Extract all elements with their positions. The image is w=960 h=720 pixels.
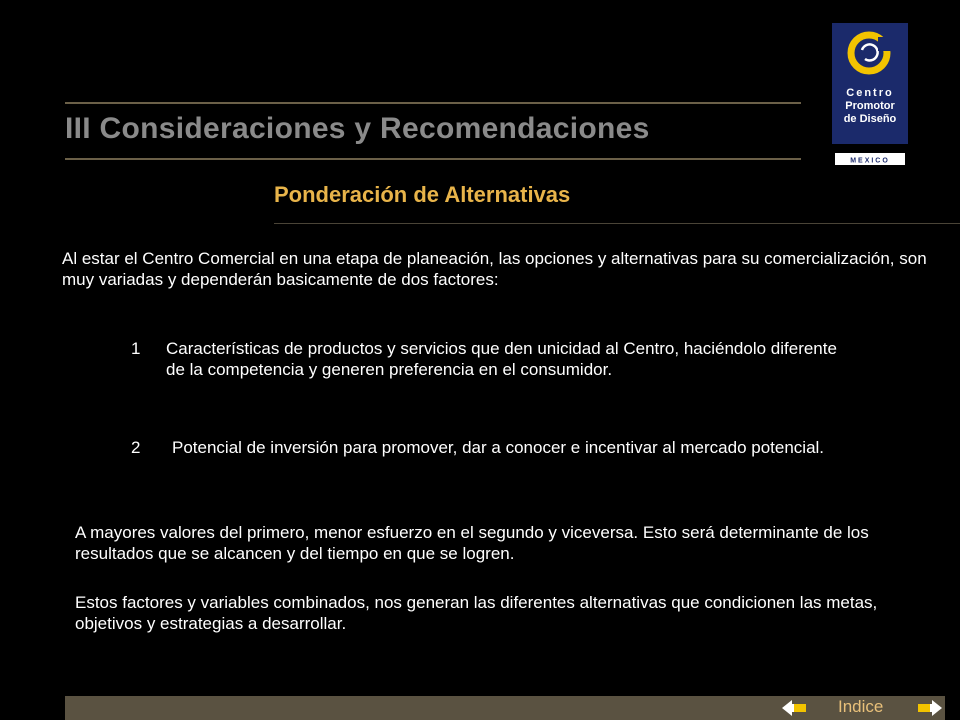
title-bottom-rule [65,158,801,160]
body-paragraph-2: Estos factores y variables combinados, nos generan las diferentes alternativas que condicionen las metas, objetivos y estrategias a desarrollar. [75,593,878,633]
index-link[interactable]: Indice [838,697,884,716]
logo-ring-icon [832,23,908,81]
centro-promotor-logo [832,23,908,165]
subtitle-rule [274,223,960,224]
body-paragraph-1: A mayores valores del primero, menor esfuerzo en el segundo y viceversa. Esto será determinante de los resultados que se alcancen y del tiempo en que se logren. [75,523,869,563]
logo-line-1: Centro [846,87,894,99]
arrow-left-icon[interactable] [782,699,808,717]
page-title: III Consideraciones y Recomendaciones [65,112,650,145]
title-top-rule [65,102,801,104]
list-item-number: 1 [131,339,141,358]
list-item-number: 2 [131,438,141,457]
logo-band-text: MEXICO [850,157,890,165]
list-item-text: Características de productos y servicios que den unicidad al Centro, haciéndolo diferente de la competencia y generen preferencia en el consumidor. [166,339,837,379]
footer-bar [65,696,945,720]
logo-line-3: de Diseño [843,113,897,125]
list-item-text: Potencial de inversión para promover, dar a conocer e incentivar al mercado potencial. [172,438,825,457]
arrow-right-icon[interactable] [916,699,942,717]
logo-line-2: Promotor [845,100,895,112]
intro-paragraph: Al estar el Centro Comercial en una etapa de planeación, las opciones y alternativas para su comercialización, son muy variadas y dependerán basicamente de dos factores: [62,249,927,289]
logo-band [835,153,905,165]
section-subtitle: Ponderación de Alternativas [274,182,571,207]
